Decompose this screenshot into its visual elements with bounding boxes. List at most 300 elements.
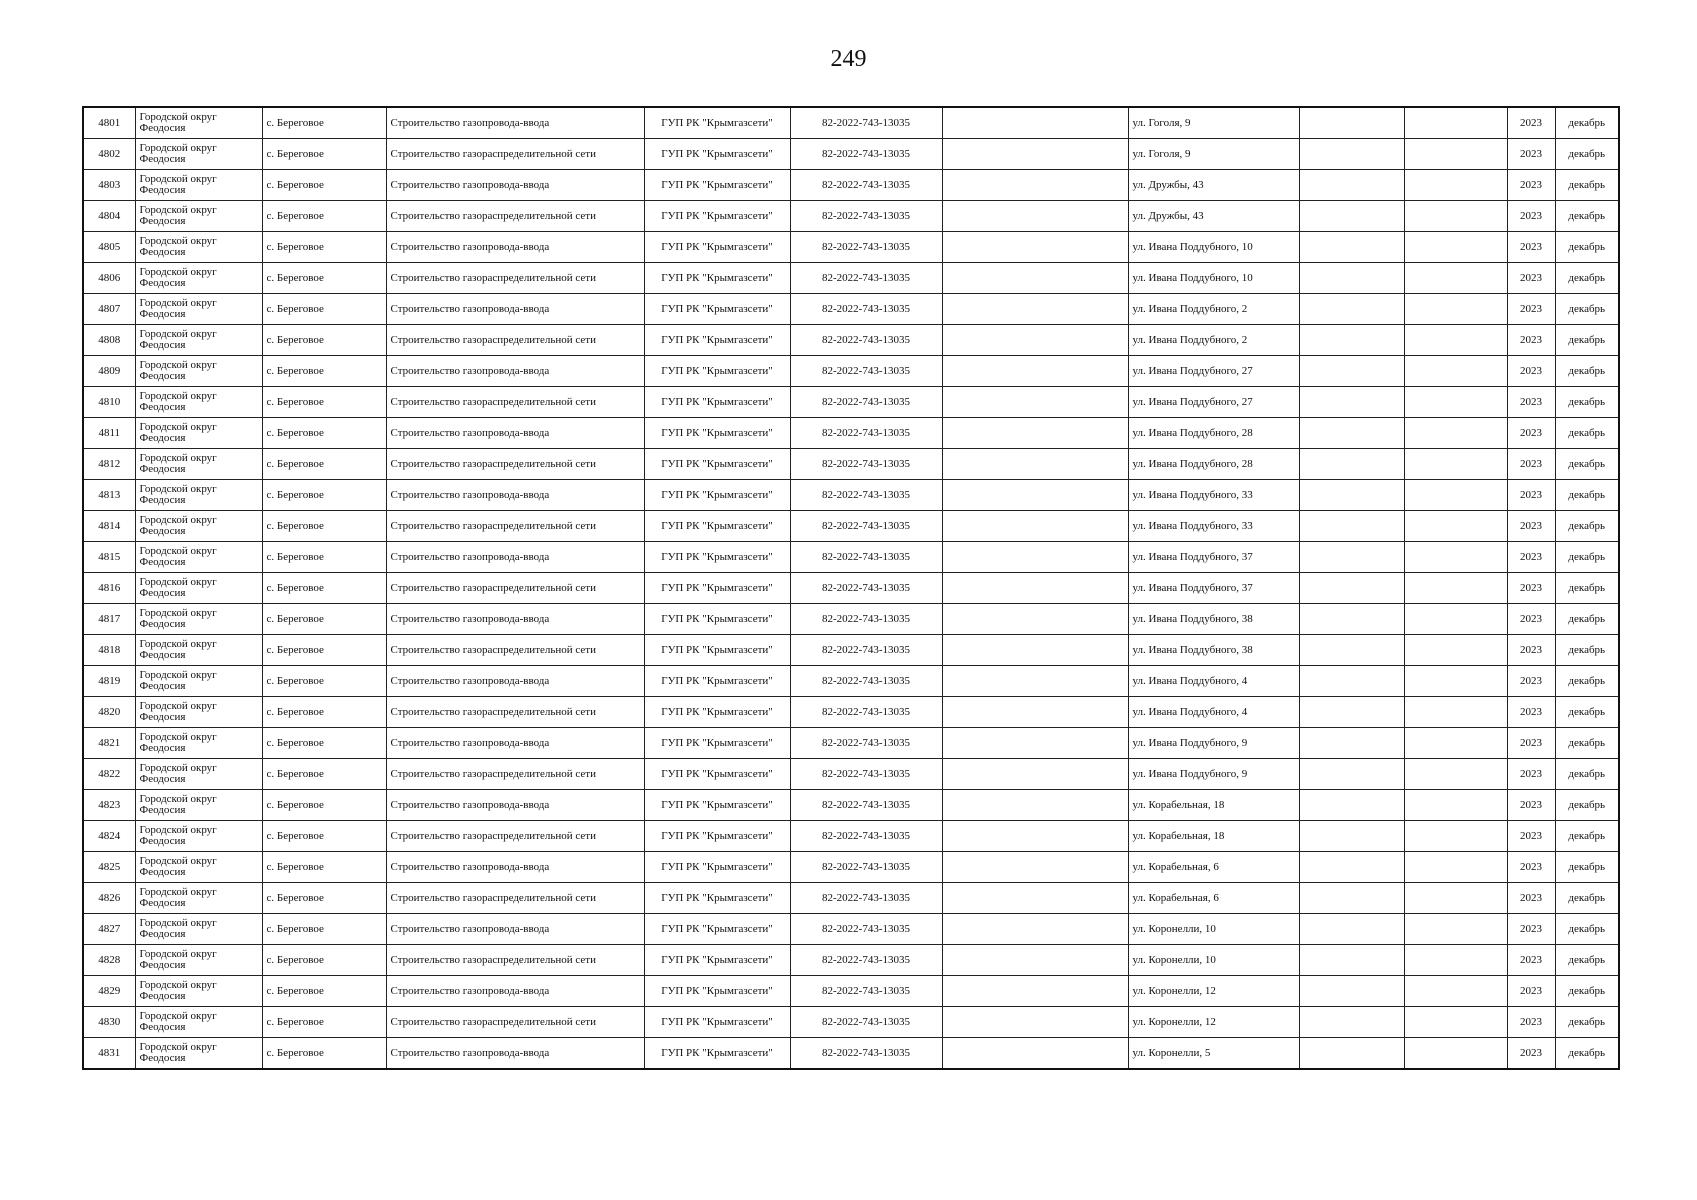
- cell-number: 4831: [83, 1038, 135, 1070]
- cell-district: [135, 852, 262, 883]
- table-row: [83, 263, 1619, 294]
- cell-address: ул. Гоголя, 9: [1128, 139, 1299, 170]
- table-body: [83, 107, 1619, 1069]
- cell-empty: [942, 604, 1128, 635]
- cell-number: 4807: [83, 294, 135, 325]
- cell-month: декабрь: [1555, 852, 1619, 883]
- cell-district: [135, 697, 262, 728]
- cell-registry-number: 82-2022-743-13035: [790, 511, 942, 542]
- table-row: [83, 356, 1619, 387]
- cell-address: ул. Корабельная, 18: [1128, 821, 1299, 852]
- cell-settlement: с. Береговое: [262, 1038, 386, 1070]
- cell-registry-number: 82-2022-743-13035: [790, 914, 942, 945]
- district-line: Феодосия: [139, 432, 186, 444]
- district-line: Городской округ: [139, 204, 217, 216]
- cell-year: 2023: [1507, 232, 1555, 263]
- cell-empty: [1299, 1007, 1404, 1038]
- cell-organization: ГУП РК "Крымгазсети": [644, 449, 790, 480]
- district-line: Феодосия: [139, 742, 186, 754]
- cell-empty: [1404, 790, 1507, 821]
- cell-settlement: с. Береговое: [262, 914, 386, 945]
- table-row: [83, 107, 1619, 139]
- table-row: [83, 573, 1619, 604]
- cell-month: декабрь: [1555, 697, 1619, 728]
- cell-year: 2023: [1507, 418, 1555, 449]
- cell-empty: [1299, 790, 1404, 821]
- cell-month: декабрь: [1555, 418, 1619, 449]
- cell-year: 2023: [1507, 697, 1555, 728]
- cell-district: [135, 728, 262, 759]
- district-line: Феодосия: [139, 215, 186, 227]
- cell-address: ул. Коронелли, 5: [1128, 1038, 1299, 1070]
- cell-month: декабрь: [1555, 635, 1619, 666]
- cell-number: 4811: [83, 418, 135, 449]
- district-line: Городской округ: [139, 855, 217, 867]
- cell-number: 4813: [83, 480, 135, 511]
- cell-registry-number: 82-2022-743-13035: [790, 449, 942, 480]
- table-row: [83, 852, 1619, 883]
- district-line: Феодосия: [139, 122, 186, 134]
- table-row: [83, 635, 1619, 666]
- cell-empty: [942, 480, 1128, 511]
- cell-month: декабрь: [1555, 1007, 1619, 1038]
- cell-organization: ГУП РК "Крымгазсети": [644, 945, 790, 976]
- cell-year: 2023: [1507, 635, 1555, 666]
- cell-work-type: Строительство газопровода-ввода: [386, 107, 644, 139]
- cell-organization: ГУП РК "Крымгазсети": [644, 511, 790, 542]
- cell-registry-number: 82-2022-743-13035: [790, 976, 942, 1007]
- cell-registry-number: 82-2022-743-13035: [790, 1007, 942, 1038]
- table-row: [83, 821, 1619, 852]
- cell-month: декабрь: [1555, 480, 1619, 511]
- cell-empty: [1404, 356, 1507, 387]
- cell-year: 2023: [1507, 170, 1555, 201]
- cell-organization: ГУП РК "Крымгазсети": [644, 201, 790, 232]
- cell-settlement: с. Береговое: [262, 511, 386, 542]
- cell-empty: [1299, 294, 1404, 325]
- district-line: Феодосия: [139, 308, 186, 320]
- cell-organization: ГУП РК "Крымгазсети": [644, 418, 790, 449]
- cell-registry-number: 82-2022-743-13035: [790, 883, 942, 914]
- cell-settlement: с. Береговое: [262, 976, 386, 1007]
- cell-work-type: Строительство газопровода-ввода: [386, 914, 644, 945]
- district-line: Феодосия: [139, 587, 186, 599]
- cell-district: [135, 356, 262, 387]
- cell-address: ул. Ивана Поддубного, 2: [1128, 325, 1299, 356]
- cell-address: ул. Корабельная, 18: [1128, 790, 1299, 821]
- cell-number: 4814: [83, 511, 135, 542]
- cell-organization: ГУП РК "Крымгазсети": [644, 232, 790, 263]
- cell-work-type: Строительство газопровода-ввода: [386, 1038, 644, 1070]
- cell-empty: [942, 263, 1128, 294]
- cell-address: ул. Ивана Поддубного, 38: [1128, 604, 1299, 635]
- cell-registry-number: 82-2022-743-13035: [790, 759, 942, 790]
- cell-district: [135, 449, 262, 480]
- table-row: [83, 418, 1619, 449]
- cell-year: 2023: [1507, 759, 1555, 790]
- cell-number: 4827: [83, 914, 135, 945]
- cell-year: 2023: [1507, 511, 1555, 542]
- cell-organization: ГУП РК "Крымгазсети": [644, 573, 790, 604]
- cell-number: 4803: [83, 170, 135, 201]
- cell-district: [135, 294, 262, 325]
- district-line: Феодосия: [139, 1052, 186, 1064]
- cell-organization: ГУП РК "Крымгазсети": [644, 976, 790, 1007]
- cell-number: 4826: [83, 883, 135, 914]
- cell-settlement: с. Береговое: [262, 170, 386, 201]
- cell-work-type: Строительство газораспределительной сети: [386, 759, 644, 790]
- table-row: [83, 170, 1619, 201]
- cell-empty: [1299, 945, 1404, 976]
- cell-settlement: с. Береговое: [262, 107, 386, 139]
- cell-settlement: с. Береговое: [262, 1007, 386, 1038]
- cell-empty: [1404, 604, 1507, 635]
- cell-empty: [1404, 232, 1507, 263]
- cell-month: декабрь: [1555, 573, 1619, 604]
- district-line: Городской округ: [139, 762, 217, 774]
- table-row: [83, 201, 1619, 232]
- cell-district: [135, 1007, 262, 1038]
- cell-work-type: Строительство газопровода-ввода: [386, 294, 644, 325]
- cell-empty: [1299, 449, 1404, 480]
- cell-year: 2023: [1507, 542, 1555, 573]
- district-line: Феодосия: [139, 556, 186, 568]
- cell-year: 2023: [1507, 573, 1555, 604]
- cell-empty: [1404, 449, 1507, 480]
- district-line: Феодосия: [139, 773, 186, 785]
- cell-registry-number: 82-2022-743-13035: [790, 294, 942, 325]
- district-line: Феодосия: [139, 928, 186, 940]
- district-line: Городской округ: [139, 359, 217, 371]
- cell-empty: [1299, 418, 1404, 449]
- cell-number: 4816: [83, 573, 135, 604]
- cell-month: декабрь: [1555, 232, 1619, 263]
- cell-registry-number: 82-2022-743-13035: [790, 263, 942, 294]
- cell-organization: ГУП РК "Крымгазсети": [644, 294, 790, 325]
- cell-number: 4810: [83, 387, 135, 418]
- cell-address: ул. Коронелли, 12: [1128, 1007, 1299, 1038]
- cell-year: 2023: [1507, 852, 1555, 883]
- cell-district: [135, 387, 262, 418]
- cell-registry-number: 82-2022-743-13035: [790, 852, 942, 883]
- cell-organization: ГУП РК "Крымгазсети": [644, 542, 790, 573]
- cell-empty: [1299, 976, 1404, 1007]
- table-row: [83, 449, 1619, 480]
- cell-district: [135, 232, 262, 263]
- cell-year: 2023: [1507, 914, 1555, 945]
- cell-number: 4821: [83, 728, 135, 759]
- cell-address: ул. Ивана Поддубного, 28: [1128, 418, 1299, 449]
- cell-year: 2023: [1507, 356, 1555, 387]
- district-line: Городской округ: [139, 700, 217, 712]
- cell-year: 2023: [1507, 728, 1555, 759]
- cell-work-type: Строительство газораспределительной сети: [386, 573, 644, 604]
- table-row: [83, 232, 1619, 263]
- cell-empty: [1299, 666, 1404, 697]
- cell-empty: [942, 573, 1128, 604]
- cell-address: ул. Ивана Поддубного, 9: [1128, 728, 1299, 759]
- cell-empty: [942, 418, 1128, 449]
- cell-work-type: Строительство газопровода-ввода: [386, 418, 644, 449]
- cell-address: ул. Ивана Поддубного, 27: [1128, 356, 1299, 387]
- cell-district: [135, 201, 262, 232]
- cell-number: 4802: [83, 139, 135, 170]
- cell-empty: [1404, 387, 1507, 418]
- district-line: Феодосия: [139, 246, 186, 258]
- district-line: Городской округ: [139, 297, 217, 309]
- cell-organization: ГУП РК "Крымгазсети": [644, 635, 790, 666]
- cell-registry-number: 82-2022-743-13035: [790, 418, 942, 449]
- cell-month: декабрь: [1555, 883, 1619, 914]
- cell-number: 4801: [83, 107, 135, 139]
- cell-month: декабрь: [1555, 107, 1619, 139]
- cell-month: декабрь: [1555, 790, 1619, 821]
- cell-month: декабрь: [1555, 604, 1619, 635]
- cell-month: декабрь: [1555, 170, 1619, 201]
- cell-number: 4819: [83, 666, 135, 697]
- district-line: Городской округ: [139, 328, 217, 340]
- district-line: Феодосия: [139, 184, 186, 196]
- cell-empty: [942, 107, 1128, 139]
- cell-work-type: Строительство газораспределительной сети: [386, 945, 644, 976]
- cell-empty: [1299, 511, 1404, 542]
- cell-work-type: Строительство газопровода-ввода: [386, 790, 644, 821]
- district-line: Городской округ: [139, 514, 217, 526]
- district-line: Городской округ: [139, 731, 217, 743]
- cell-settlement: с. Береговое: [262, 449, 386, 480]
- district-line: Феодосия: [139, 649, 186, 661]
- district-line: Феодосия: [139, 525, 186, 537]
- cell-year: 2023: [1507, 666, 1555, 697]
- cell-work-type: Строительство газораспределительной сети: [386, 511, 644, 542]
- cell-empty: [1299, 883, 1404, 914]
- cell-year: 2023: [1507, 107, 1555, 139]
- cell-year: 2023: [1507, 387, 1555, 418]
- district-line: Феодосия: [139, 370, 186, 382]
- district-line: Городской округ: [139, 235, 217, 247]
- cell-number: 4804: [83, 201, 135, 232]
- cell-empty: [942, 635, 1128, 666]
- cell-work-type: Строительство газопровода-ввода: [386, 852, 644, 883]
- district-line: Феодосия: [139, 835, 186, 847]
- cell-district: [135, 263, 262, 294]
- table-row: [83, 542, 1619, 573]
- cell-district: [135, 139, 262, 170]
- district-line: Городской округ: [139, 886, 217, 898]
- cell-organization: ГУП РК "Крымгазсети": [644, 790, 790, 821]
- cell-registry-number: 82-2022-743-13035: [790, 480, 942, 511]
- cell-empty: [1299, 635, 1404, 666]
- cell-district: [135, 542, 262, 573]
- cell-settlement: с. Береговое: [262, 728, 386, 759]
- page-number: 249: [830, 46, 867, 72]
- cell-empty: [1404, 1007, 1507, 1038]
- cell-year: 2023: [1507, 976, 1555, 1007]
- cell-number: 4817: [83, 604, 135, 635]
- cell-district: [135, 821, 262, 852]
- table-row: [83, 1038, 1619, 1070]
- cell-settlement: с. Береговое: [262, 480, 386, 511]
- cell-address: ул. Ивана Поддубного, 28: [1128, 449, 1299, 480]
- cell-address: ул. Ивана Поддубного, 37: [1128, 573, 1299, 604]
- cell-empty: [1404, 759, 1507, 790]
- cell-settlement: с. Береговое: [262, 573, 386, 604]
- cell-work-type: Строительство газораспределительной сети: [386, 635, 644, 666]
- cell-empty: [942, 821, 1128, 852]
- cell-empty: [1404, 294, 1507, 325]
- table-row: [83, 945, 1619, 976]
- cell-settlement: с. Береговое: [262, 201, 386, 232]
- cell-empty: [1404, 945, 1507, 976]
- cell-district: [135, 976, 262, 1007]
- cell-empty: [1404, 883, 1507, 914]
- cell-number: 4828: [83, 945, 135, 976]
- district-line: Феодосия: [139, 618, 186, 630]
- cell-empty: [1299, 356, 1404, 387]
- cell-address: ул. Ивана Поддубного, 4: [1128, 666, 1299, 697]
- cell-empty: [1404, 542, 1507, 573]
- cell-registry-number: 82-2022-743-13035: [790, 635, 942, 666]
- cell-district: [135, 107, 262, 139]
- district-line: Феодосия: [139, 990, 186, 1002]
- cell-empty: [1299, 573, 1404, 604]
- cell-registry-number: 82-2022-743-13035: [790, 945, 942, 976]
- cell-empty: [942, 294, 1128, 325]
- cell-month: декабрь: [1555, 542, 1619, 573]
- cell-settlement: с. Береговое: [262, 697, 386, 728]
- cell-registry-number: 82-2022-743-13035: [790, 542, 942, 573]
- cell-organization: ГУП РК "Крымгазсети": [644, 728, 790, 759]
- cell-number: 4812: [83, 449, 135, 480]
- cell-address: ул. Ивана Поддубного, 38: [1128, 635, 1299, 666]
- cell-organization: ГУП РК "Крымгазсети": [644, 759, 790, 790]
- cell-empty: [1404, 1038, 1507, 1070]
- cell-month: декабрь: [1555, 356, 1619, 387]
- district-line: Городской округ: [139, 638, 217, 650]
- table-row: [83, 790, 1619, 821]
- cell-empty: [942, 511, 1128, 542]
- cell-empty: [1299, 1038, 1404, 1070]
- cell-empty: [1404, 511, 1507, 542]
- cell-number: 4829: [83, 976, 135, 1007]
- cell-month: декабрь: [1555, 1038, 1619, 1070]
- cell-empty: [1404, 697, 1507, 728]
- cell-empty: [1299, 232, 1404, 263]
- cell-number: 4830: [83, 1007, 135, 1038]
- cell-work-type: Строительство газопровода-ввода: [386, 356, 644, 387]
- cell-address: ул. Ивана Поддубного, 10: [1128, 232, 1299, 263]
- cell-empty: [942, 914, 1128, 945]
- cell-address: ул. Ивана Поддубного, 2: [1128, 294, 1299, 325]
- cell-registry-number: 82-2022-743-13035: [790, 790, 942, 821]
- cell-registry-number: 82-2022-743-13035: [790, 201, 942, 232]
- cell-number: 4805: [83, 232, 135, 263]
- cell-empty: [942, 759, 1128, 790]
- cell-empty: [942, 325, 1128, 356]
- table-row: [83, 759, 1619, 790]
- cell-organization: ГУП РК "Крымгазсети": [644, 170, 790, 201]
- cell-organization: ГУП РК "Крымгазсети": [644, 914, 790, 945]
- table-row: [83, 728, 1619, 759]
- district-line: Городской округ: [139, 173, 217, 185]
- cell-organization: ГУП РК "Крымгазсети": [644, 480, 790, 511]
- cell-empty: [1299, 914, 1404, 945]
- cell-work-type: Строительство газораспределительной сети: [386, 325, 644, 356]
- cell-empty: [942, 232, 1128, 263]
- table-row: [83, 1007, 1619, 1038]
- cell-registry-number: 82-2022-743-13035: [790, 728, 942, 759]
- cell-empty: [1404, 852, 1507, 883]
- table-row: [83, 604, 1619, 635]
- district-line: Феодосия: [139, 866, 186, 878]
- table-row: [83, 883, 1619, 914]
- cell-empty: [1299, 852, 1404, 883]
- cell-empty: [1299, 542, 1404, 573]
- cell-month: декабрь: [1555, 294, 1619, 325]
- cell-settlement: с. Береговое: [262, 883, 386, 914]
- cell-organization: ГУП РК "Крымгазсети": [644, 356, 790, 387]
- cell-empty: [942, 790, 1128, 821]
- district-line: Городской округ: [139, 142, 217, 154]
- cell-organization: ГУП РК "Крымгазсети": [644, 107, 790, 139]
- cell-month: декабрь: [1555, 759, 1619, 790]
- cell-empty: [1299, 263, 1404, 294]
- cell-registry-number: 82-2022-743-13035: [790, 107, 942, 139]
- cell-month: декабрь: [1555, 201, 1619, 232]
- cell-year: 2023: [1507, 201, 1555, 232]
- cell-registry-number: 82-2022-743-13035: [790, 604, 942, 635]
- cell-year: 2023: [1507, 945, 1555, 976]
- cell-settlement: с. Береговое: [262, 759, 386, 790]
- district-line: Городской округ: [139, 545, 217, 557]
- cell-month: декабрь: [1555, 945, 1619, 976]
- cell-district: [135, 759, 262, 790]
- district-line: Феодосия: [139, 153, 186, 165]
- cell-organization: ГУП РК "Крымгазсети": [644, 387, 790, 418]
- cell-work-type: Строительство газопровода-ввода: [386, 480, 644, 511]
- cell-organization: ГУП РК "Крымгазсети": [644, 1007, 790, 1038]
- register-table: [82, 106, 1620, 1070]
- cell-year: 2023: [1507, 883, 1555, 914]
- cell-empty: [942, 542, 1128, 573]
- cell-work-type: Строительство газопровода-ввода: [386, 976, 644, 1007]
- cell-month: декабрь: [1555, 139, 1619, 170]
- cell-year: 2023: [1507, 263, 1555, 294]
- cell-address: ул. Гоголя, 9: [1128, 107, 1299, 139]
- district-line: Городской округ: [139, 824, 217, 836]
- district-line: Феодосия: [139, 804, 186, 816]
- cell-empty: [942, 449, 1128, 480]
- cell-empty: [1404, 107, 1507, 139]
- table-row: [83, 139, 1619, 170]
- cell-district: [135, 170, 262, 201]
- cell-empty: [1299, 697, 1404, 728]
- district-line: Феодосия: [139, 711, 186, 723]
- cell-settlement: с. Береговое: [262, 387, 386, 418]
- cell-work-type: Строительство газораспределительной сети: [386, 263, 644, 294]
- cell-district: [135, 325, 262, 356]
- district-line: Городской округ: [139, 1041, 217, 1053]
- cell-year: 2023: [1507, 821, 1555, 852]
- cell-address: ул. Ивана Поддубного, 33: [1128, 480, 1299, 511]
- district-line: Феодосия: [139, 401, 186, 413]
- cell-number: 4820: [83, 697, 135, 728]
- cell-month: декабрь: [1555, 728, 1619, 759]
- cell-settlement: с. Береговое: [262, 604, 386, 635]
- cell-year: 2023: [1507, 294, 1555, 325]
- cell-work-type: Строительство газопровода-ввода: [386, 542, 644, 573]
- cell-settlement: с. Береговое: [262, 418, 386, 449]
